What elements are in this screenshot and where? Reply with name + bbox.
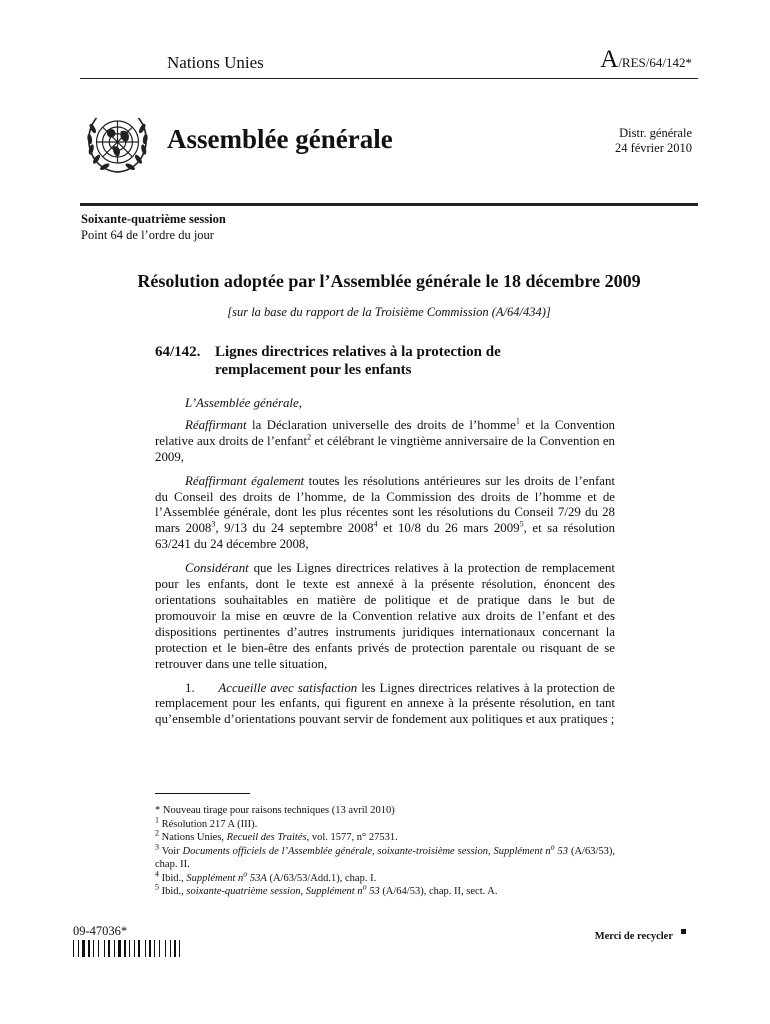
fn5-text-b: (A/64/53), chap. II, sect. A.	[379, 886, 498, 897]
footnote-ref-2: 2	[307, 432, 312, 442]
fn5-emphasis-2: 53	[366, 886, 380, 897]
p2-text-c: et 10/8 du 26 mars 2009	[377, 521, 520, 536]
resolution-title: Résolution adoptée par l’Assemblée générale le 18 décembre 2009	[137, 271, 641, 291]
body-name: Assemblée générale	[167, 124, 393, 154]
footnote-ref-4: 4	[373, 520, 378, 530]
fn3-text-b: (A/63/53), chap. II.	[155, 845, 615, 870]
p4-emphasis: Accueille avec satisfaction	[218, 680, 358, 695]
fn4-sup: o	[243, 869, 248, 878]
paragraph-4	[155, 681, 615, 729]
recycle-icon	[681, 929, 686, 934]
fn5-emphasis: soixante-quatrième session, Supplément n	[186, 886, 363, 897]
session-name: Soixante-quatrième session	[81, 212, 226, 226]
fn1-text: Résolution 217 A (III).	[159, 818, 258, 830]
fn2-text-b: , vol. 1577, n° 27531.	[306, 832, 398, 843]
footnotes	[155, 804, 615, 899]
p1-text-a: la Déclaration universelle des droits de l’homme	[246, 417, 516, 432]
resolution-heading	[155, 343, 501, 379]
footnote-1	[155, 815, 615, 832]
fn5-num: 5	[155, 882, 159, 892]
footnote-2	[155, 828, 615, 845]
document-symbol	[600, 46, 692, 74]
fn3-emphasis: Documents officiels de l’Assemblée générale, soixante-troisième session, Supplément n	[182, 845, 551, 857]
fn4-emphasis: Supplément n	[186, 872, 244, 884]
footnote-ref-1: 1	[515, 416, 520, 426]
p1-emphasis: Réaffirmant	[185, 417, 247, 432]
p1-text-b: et la Convention relative aux droits de l’enfant	[155, 417, 615, 448]
paragraph-2	[155, 474, 615, 554]
fn2-emphasis: Recueil des Traités	[226, 832, 307, 843]
p1-text-c: et célébrant le vingtième anniversaire de la Convention en 2009,	[155, 433, 615, 464]
fn5-sup: o	[362, 882, 367, 892]
fn3-emphasis-2: 53	[554, 845, 569, 857]
symbol-letter: A	[600, 46, 619, 73]
paragraph-1	[155, 418, 615, 466]
footnote-3	[155, 842, 615, 872]
resolution-basis	[80, 305, 698, 320]
un-emblem-icon	[80, 106, 155, 181]
footnote-divider	[155, 793, 250, 794]
fn3-text-a: Voir	[159, 845, 183, 857]
fn4-text-a: Ibid.,	[159, 872, 187, 884]
footnote-star: * Nouveau tirage pour raisons techniques (13 avril 2010)	[155, 805, 395, 816]
fn4-emphasis-2: 53A	[247, 872, 267, 884]
document-date: 24 février 2010	[614, 141, 692, 155]
barcode-icon	[73, 940, 203, 957]
document-number: 09-47036*	[73, 924, 128, 938]
basis-text: [sur la base du rapport de la Troisième Commission (A/64/434)]	[227, 305, 551, 319]
resolution-body	[155, 396, 615, 736]
p4-number: 1.	[185, 680, 195, 695]
p3-emphasis: Considérant	[185, 561, 249, 576]
footnote-ref-3: 3	[211, 520, 216, 530]
distribution-label: Distr. générale	[619, 126, 692, 140]
symbol-rest: /RES/64/142*	[618, 55, 692, 70]
footnote-4	[155, 869, 615, 886]
fn5-text-a: Ibid.,	[159, 886, 187, 897]
agenda-item: Point 64 de l’ordre du jour	[81, 228, 214, 242]
opening-line	[155, 396, 615, 412]
footnote-5	[155, 882, 615, 899]
fn1-num: 1	[155, 815, 159, 824]
p3-text: que les Lignes directrices relatives à la protection de remplacement pour les enfants, dont le texte est annexé à la présente résolution, énoncent des orientations souhaitables en matière de politique et de pratique dans le but de promouvoir la mise en œuvre de la Convention relative aux droits de l’enfant et des dispositions pertinentes d’autres instruments juridiques internationaux concernant la protection et le bien-être des enfants privés de protection parentale ou risquant de se retrouver dans une telle situation,	[155, 561, 615, 671]
fn2-text-a: Nations Unies,	[159, 832, 227, 843]
recycle-text: Merci de recycler	[594, 931, 673, 942]
footnote-ref-5: 5	[519, 520, 524, 530]
paragraph-3	[155, 561, 615, 672]
fn2-num: 2	[155, 828, 159, 838]
heading-line-1: Lignes directrices relatives à la protection de	[215, 344, 501, 360]
heading-line-2: remplacement pour les enfants	[215, 362, 412, 378]
organization-name: Nations Unies	[167, 53, 264, 72]
session-block	[81, 211, 226, 243]
p2-text-d: , et sa résolution 63/241 du 24 décembre 2008,	[155, 521, 615, 552]
header-divider	[80, 78, 698, 79]
p2-text-a: toutes les résolutions antérieures sur les droits de l’enfant du Conseil des droits de l’homme, de la Commission des droits de l’homme et de l’Assemblée générale, dont les plus récentes sont les résolutions du Conseil 7/29 du 28 mars 2008	[155, 473, 615, 536]
fn4-num: 4	[155, 869, 159, 878]
opening-text: L’Assemblée générale,	[185, 396, 302, 410]
p2-emphasis: Réaffirmant également	[185, 473, 305, 488]
fn4-text-b: (A/63/53/Add.1), chap. I.	[266, 872, 377, 884]
fn3-num: 3	[155, 842, 159, 851]
thick-divider	[80, 203, 698, 206]
distribution-block	[615, 126, 692, 156]
fn3-sup: o	[550, 842, 555, 851]
p4-text: les Lignes directrices relatives à la protection de remplacement pour les enfants, qui figurent en annexe à la présente résolution, en tant qu’ensemble d’orientations pouvant servir de fondement aux politiques et aux pratiques ;	[155, 680, 616, 727]
resolution-number: 64/142.	[155, 344, 201, 360]
p2-text-b: , 9/13 du 24 septembre 2008	[215, 521, 374, 536]
